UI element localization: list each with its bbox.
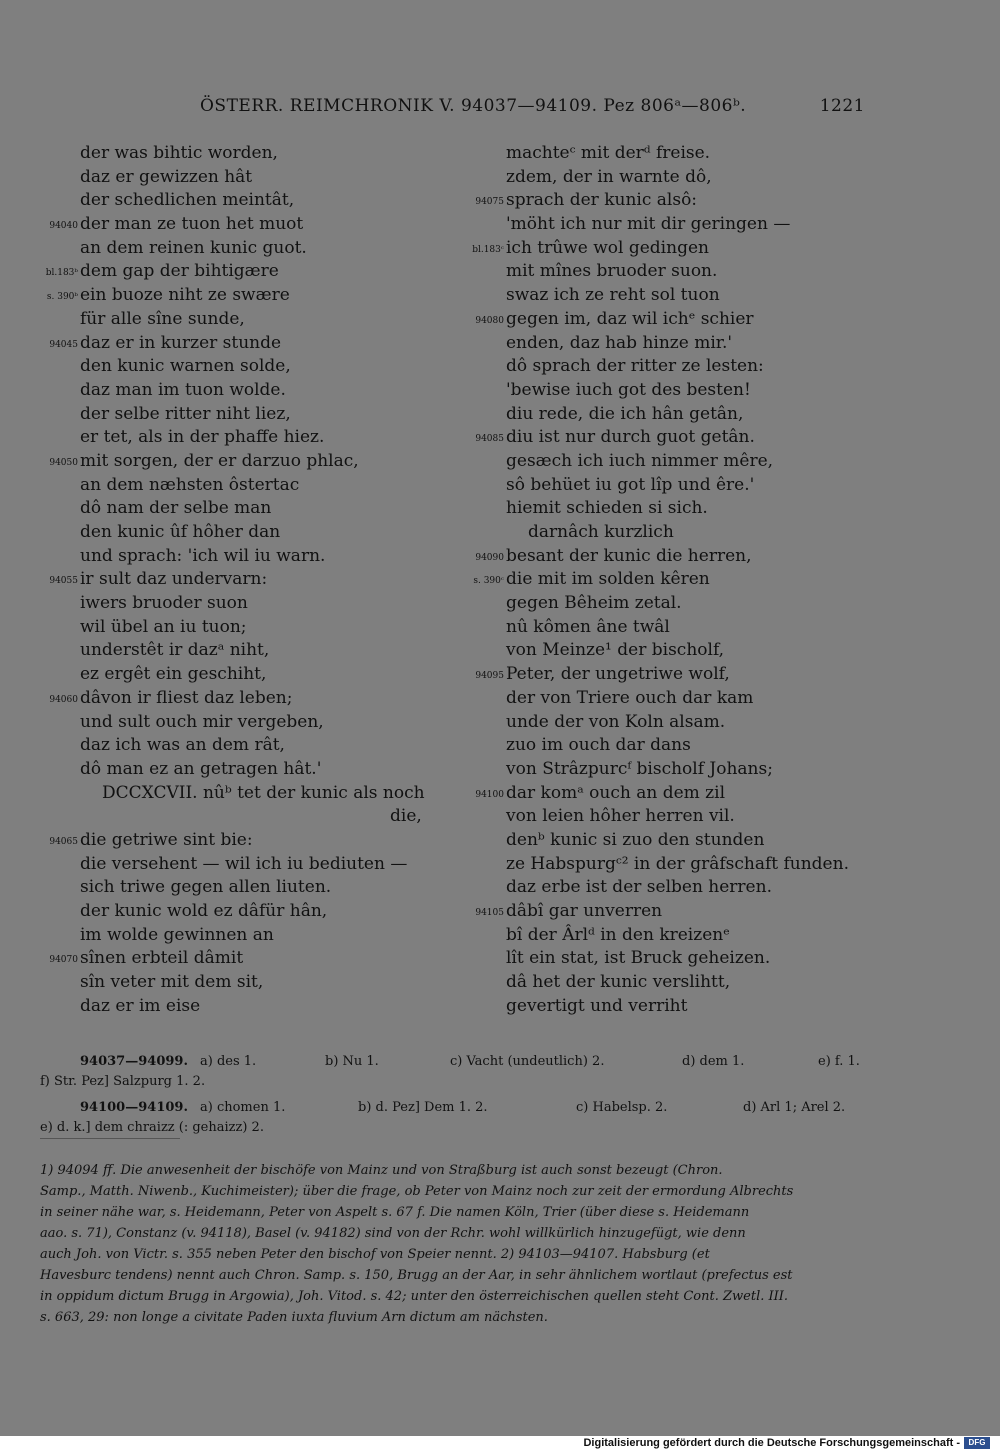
apparatus-variant: b) d. Pez] Dem 1. 2. bbox=[358, 1100, 488, 1115]
apparatus-variant: d) Arl 1; Arel 2. bbox=[743, 1100, 846, 1115]
verse-line bbox=[466, 474, 886, 498]
verse-line bbox=[466, 403, 886, 427]
verse-text: dâ het der kunic verslihtt, bbox=[506, 972, 731, 993]
verse-line bbox=[466, 355, 886, 379]
verse-line bbox=[466, 308, 886, 332]
footnote-line: aao. s. 71), Constanz (v. 94118), Basel (v. 94182) sind von der Rchr. wohl willkürlich hinzugefügt, wie denn bbox=[40, 1226, 746, 1241]
verse-line bbox=[466, 568, 886, 592]
line-number: 94055 bbox=[49, 576, 78, 587]
verse-text: an dem næhsten ôstertac bbox=[80, 474, 300, 495]
verse-line bbox=[40, 284, 460, 308]
verse-text: und sprach: 'ich wil iu warn. bbox=[80, 545, 326, 566]
apparatus-row bbox=[40, 1052, 870, 1072]
verse-text: enden, daz hab hinze mir.' bbox=[506, 332, 733, 353]
verse-text: 'bewise iuch got des besten! bbox=[506, 379, 751, 400]
verse-text: dâbî gar unverren bbox=[506, 901, 663, 921]
verse-line bbox=[40, 639, 460, 663]
apparatus-row bbox=[40, 1072, 870, 1092]
line-number: 94040 bbox=[49, 221, 78, 232]
apparatus-row bbox=[40, 1118, 870, 1138]
verse-text: swaz ich ze reht sol tuon bbox=[506, 285, 720, 306]
verse-text: mit mînes bruoder suon. bbox=[506, 261, 718, 282]
verse-line bbox=[466, 189, 886, 213]
apparatus-variant: a) chomen 1. bbox=[200, 1100, 286, 1115]
verse-line bbox=[466, 260, 886, 284]
verse-text: understêt ir dazᵃ niht, bbox=[80, 640, 270, 661]
line-number: bl.183ᶜ bbox=[472, 244, 504, 255]
verse-line bbox=[466, 876, 886, 900]
verse-text: und sult ouch mir vergeben, bbox=[80, 711, 324, 732]
verse-line bbox=[466, 450, 886, 474]
verse-text: gesæch ich iuch nimmer mêre, bbox=[506, 450, 774, 471]
verse-text: hiemit schieden si sich. bbox=[506, 498, 708, 519]
line-number: 94070 bbox=[49, 955, 78, 966]
verse-text: DCCXCVII. nûᵇ tet der kunic als noch bbox=[102, 782, 425, 803]
verse-text: gegen Bêheim zetal. bbox=[506, 593, 682, 614]
verse-line bbox=[466, 284, 886, 308]
verse-line bbox=[40, 616, 460, 640]
verse-text: ze Habspurgᶜ² in der grâfschaft funden. bbox=[506, 853, 849, 874]
verse-text: er tet, als in der phaffe hiez. bbox=[80, 427, 325, 448]
verse-line bbox=[466, 663, 886, 687]
verse-text: mit sorgen, der er darzuo phlac, bbox=[80, 450, 359, 471]
verse-text: machteᶜ mit derᵈ freise. bbox=[506, 143, 711, 163]
verse-line bbox=[40, 260, 460, 284]
verse-text: der man ze tuon het muot bbox=[80, 214, 304, 235]
critical-apparatus bbox=[40, 1052, 870, 1138]
verse-line bbox=[466, 213, 886, 237]
verse-line bbox=[466, 639, 886, 663]
apparatus-variant: a) des 1. bbox=[200, 1054, 257, 1069]
verse-text: bî der Ârlᵈ in den kreizenᵉ bbox=[506, 924, 730, 945]
verse-text: dô sprach der ritter ze lesten: bbox=[506, 356, 764, 377]
verse-text: sô behüet iu got lîp und êre.' bbox=[506, 474, 755, 495]
verse-text: lît ein stat, ist Bruck geheizen. bbox=[506, 948, 771, 969]
verse-text: besant der kunic die herren, bbox=[506, 545, 752, 566]
line-number: s. 390ᶜ bbox=[473, 576, 504, 587]
verse-line bbox=[40, 237, 460, 261]
line-number: 94065 bbox=[49, 836, 78, 847]
verse-line bbox=[466, 947, 886, 971]
verse-text: von Strâzpurcᶠ bischolf Johans; bbox=[506, 758, 773, 779]
verse-text: den kunic warnen solde, bbox=[80, 356, 291, 377]
verse-text: der selbe ritter niht liez, bbox=[80, 403, 291, 424]
apparatus-variant: b) Nu 1. bbox=[325, 1054, 379, 1069]
verse-text: ir sult daz undervarn: bbox=[80, 569, 268, 590]
verse-line bbox=[40, 403, 460, 427]
apparatus-range: 94037—94099. bbox=[80, 1054, 188, 1069]
verse-line bbox=[466, 379, 886, 403]
right-verse-column bbox=[466, 142, 886, 1018]
line-number: 94090 bbox=[475, 552, 504, 563]
verse-line bbox=[466, 687, 886, 711]
verse-text: sich triwe gegen allen liuten. bbox=[80, 877, 332, 898]
dfg-logo: DFG bbox=[964, 1437, 990, 1449]
verse-text: dô nam der selbe man bbox=[80, 498, 272, 519]
footnote-line: s. 663, 29: non longe a civitate Paden iuxta fluvium Arn dictum am nächsten. bbox=[40, 1310, 548, 1325]
apparatus-variant: e) f. 1. bbox=[818, 1054, 860, 1069]
verse-line bbox=[466, 166, 886, 190]
verse-text: von leien hôher herren vil. bbox=[506, 806, 735, 827]
verse-text: dem gap der bihtigære bbox=[80, 261, 279, 282]
verse-line bbox=[40, 189, 460, 213]
verse-line bbox=[40, 142, 460, 166]
verse-text: für alle sîne sunde, bbox=[80, 308, 245, 329]
verse-text: dar komᵃ ouch an dem zil bbox=[506, 782, 726, 803]
verse-line bbox=[466, 971, 886, 995]
verse-line bbox=[466, 995, 886, 1019]
line-number: s. 390ᵇ bbox=[46, 292, 78, 303]
verse-line bbox=[40, 971, 460, 995]
verse-text: 'möht ich nur mit dir geringen — bbox=[506, 214, 791, 235]
verse-line bbox=[466, 592, 886, 616]
verse-line bbox=[40, 687, 460, 711]
line-number: 94105 bbox=[475, 908, 504, 918]
apparatus-row bbox=[40, 1098, 870, 1118]
line-number: 94100 bbox=[475, 789, 504, 800]
verse-text: gegen im, daz wil ichᵉ schier bbox=[506, 308, 754, 329]
verse-line bbox=[466, 426, 886, 450]
footnote-line: 1) 94094 ff. Die anwesenheit der bischöfe von Mainz und von Straßburg ist auch sonst bezeugt (Chron. bbox=[40, 1163, 723, 1178]
verse-text: die versehent — wil ich iu bediuten — bbox=[80, 853, 408, 874]
line-number: 94075 bbox=[475, 197, 504, 208]
verse-line bbox=[40, 900, 460, 924]
verse-line bbox=[466, 829, 886, 853]
line-number: 94060 bbox=[49, 694, 78, 705]
verse-line bbox=[466, 805, 886, 829]
page-number: 1221 bbox=[819, 96, 865, 116]
verse-line bbox=[40, 308, 460, 332]
verse-text: diu ist nur durch guot getân. bbox=[506, 427, 755, 448]
verse-text: daz er gewizzen hât bbox=[80, 166, 253, 187]
verse-line bbox=[466, 616, 886, 640]
verse-text: von Meinze¹ der bischolf, bbox=[506, 640, 725, 661]
verse-line bbox=[40, 782, 460, 806]
verse-line bbox=[40, 379, 460, 403]
verse-text: den kunic ûf hôher dan bbox=[80, 522, 281, 542]
verse-line bbox=[40, 734, 460, 758]
left-verse-column bbox=[40, 142, 460, 1018]
verse-text: unde der von Koln alsam. bbox=[506, 711, 726, 732]
verse-text: der was bihtic worden, bbox=[80, 143, 278, 163]
line-number: 94045 bbox=[49, 339, 78, 350]
verse-text: dô man ez an getragen hât.' bbox=[80, 758, 322, 779]
verse-line bbox=[466, 900, 886, 924]
verse-text: iwers bruoder suon bbox=[80, 593, 248, 614]
verse-text: an dem reinen kunic guot. bbox=[80, 237, 307, 258]
line-number: 94095 bbox=[475, 671, 504, 682]
footnotes bbox=[40, 1160, 870, 1328]
verse-line bbox=[40, 947, 460, 971]
verse-line bbox=[40, 545, 460, 569]
verse-line bbox=[40, 497, 460, 521]
verse-text: daz man im tuon wolde. bbox=[80, 379, 286, 400]
verse-line bbox=[40, 876, 460, 900]
verse-line bbox=[40, 474, 460, 498]
verse-text: daz erbe ist der selben herren. bbox=[506, 877, 772, 898]
verse-text: im wolde gewinnen an bbox=[80, 924, 274, 945]
verse-text: sînen erbteil dâmit bbox=[80, 948, 244, 969]
line-number: 94050 bbox=[49, 457, 78, 468]
verse-line bbox=[40, 332, 460, 356]
line-number: 94080 bbox=[475, 315, 504, 326]
verse-text: der von Triere ouch dar kam bbox=[506, 687, 754, 708]
verse-text: dâvon ir fliest daz leben; bbox=[80, 687, 293, 708]
verse-line bbox=[40, 924, 460, 948]
verse-text: ez ergêt ein geschiht, bbox=[80, 664, 267, 685]
verse-text: denᵇ kunic si zuo den stunden bbox=[506, 829, 765, 850]
apparatus-variant: f) Str. Pez] Salzpurg 1. 2. bbox=[40, 1074, 206, 1089]
verse-line bbox=[40, 758, 460, 782]
apparatus-variant: c) Habelsp. 2. bbox=[576, 1100, 668, 1115]
page-header bbox=[0, 96, 1000, 124]
verse-line bbox=[40, 426, 460, 450]
verse-text: die, bbox=[390, 806, 422, 827]
verse-text: daz ich was an dem rât, bbox=[80, 735, 285, 756]
line-number: 94085 bbox=[475, 434, 504, 445]
verse-line bbox=[466, 711, 886, 735]
verse-text: zuo im ouch dar dans bbox=[506, 735, 691, 756]
verse-text: sprach der kunic alsô: bbox=[506, 190, 698, 211]
verse-line bbox=[466, 332, 886, 356]
verse-text: wil übel an iu tuon; bbox=[80, 616, 247, 637]
footnote-line: Samp., Matth. Niwenb., Kuchimeister); über die frage, ob Peter von Mainz noch zur zeit der ermordung Albrechts bbox=[40, 1184, 794, 1199]
verse-line bbox=[40, 805, 460, 829]
footnote-line: auch Joh. von Victr. s. 355 neben Peter den bischof von Speier nennt. 2) 94103—94107. Habsburg (et bbox=[40, 1247, 710, 1262]
verse-line bbox=[466, 237, 886, 261]
verse-line bbox=[40, 829, 460, 853]
apparatus-variant: d) dem 1. bbox=[682, 1054, 745, 1069]
verse-line bbox=[40, 355, 460, 379]
verse-text: gevertigt und verriht bbox=[506, 995, 688, 1016]
verse-line bbox=[466, 734, 886, 758]
verse-line bbox=[466, 497, 886, 521]
verse-text: zdem, der in warnte dô, bbox=[506, 166, 712, 187]
apparatus-variant: e) d. k.] dem chraizz (: gehaizz) 2. bbox=[40, 1120, 264, 1135]
footnote-line: in oppidum dictum Brugg in Argowia), Joh. Vitod. s. 42; unter den österreichischen quellen steht Cont. Zwetl. III. bbox=[40, 1289, 789, 1304]
verse-text: Peter, der ungetriwe wolf, bbox=[506, 664, 730, 685]
verse-line bbox=[466, 521, 886, 545]
footnote-line: in seiner nähe war, s. Heidemann, Peter von Aspelt s. 67 f. Die namen Köln, Trier (über diese s. Heidemann bbox=[40, 1205, 750, 1220]
verse-line bbox=[466, 142, 886, 166]
verse-line bbox=[466, 853, 886, 877]
verse-text: nû kômen âne twâl bbox=[506, 616, 670, 637]
verse-text: daz er im eise bbox=[80, 995, 201, 1016]
verse-line bbox=[40, 995, 460, 1019]
verse-text: der schedlichen meintât, bbox=[80, 190, 295, 211]
funding-notice: Digitalisierung gefördert durch die Deutsche Forschungsgemeinschaft - bbox=[583, 1437, 960, 1449]
verse-text: ein buoze niht ze swære bbox=[80, 285, 290, 306]
verse-line bbox=[40, 568, 460, 592]
verse-text: sîn veter mit dem sit, bbox=[80, 972, 264, 993]
verse-text: der kunic wold ez dâfür hân, bbox=[80, 901, 328, 921]
verse-line bbox=[40, 592, 460, 616]
verse-line bbox=[40, 663, 460, 687]
verse-line bbox=[40, 711, 460, 735]
verse-text: die getriwe sint bie: bbox=[80, 829, 253, 850]
verse-line bbox=[40, 213, 460, 237]
apparatus-range: 94100—94109. bbox=[80, 1100, 188, 1115]
verse-line bbox=[466, 545, 886, 569]
footnote-divider bbox=[40, 1138, 180, 1139]
verse-line bbox=[466, 782, 886, 806]
footnote-line: Havesburc tendens) nennt auch Chron. Samp. s. 150, Brugg an der Aar, in sehr ähnlichem wortlaut (prefectus est bbox=[40, 1268, 793, 1283]
verse-text: daz er in kurzer stunde bbox=[80, 332, 282, 353]
verse-line bbox=[40, 521, 460, 545]
verse-text: ich trûwe wol gedingen bbox=[506, 237, 709, 258]
line-number: bl.183ᵇ bbox=[45, 268, 78, 279]
verse-text: diu rede, die ich hân getân, bbox=[506, 403, 744, 424]
verse-line bbox=[40, 166, 460, 190]
verse-text: darnâch kurzlich bbox=[528, 522, 674, 542]
apparatus-variant: c) Vacht (undeutlich) 2. bbox=[450, 1054, 605, 1069]
running-title: ÖSTERR. REIMCHRONIK V. 94037—94109. Pez 806ᵃ—806ᵇ. bbox=[200, 96, 747, 116]
verse-line bbox=[40, 450, 460, 474]
verse-line bbox=[40, 853, 460, 877]
verse-line bbox=[466, 924, 886, 948]
verse-line bbox=[466, 758, 886, 782]
verse-text: die mit im solden kêren bbox=[506, 569, 710, 590]
